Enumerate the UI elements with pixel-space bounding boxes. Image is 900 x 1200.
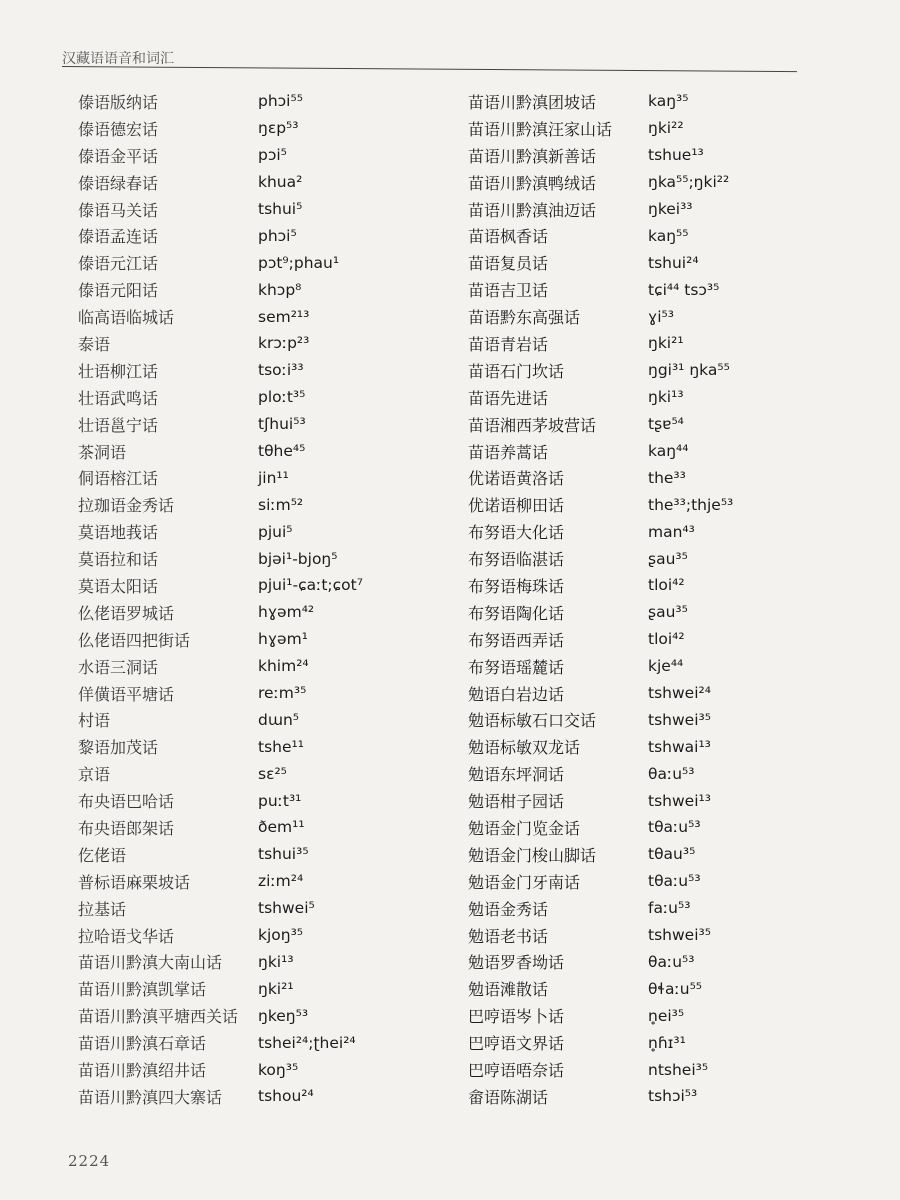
list-item — [468, 1029, 733, 1056]
phonetic-form: tʃhui⁵³ — [258, 415, 306, 434]
list-item — [468, 572, 733, 599]
list-item — [78, 491, 363, 518]
list-item — [468, 411, 733, 438]
list-item — [78, 518, 363, 545]
dialect-name: 村语 — [78, 711, 111, 731]
dialect-name: 布努语大化话 — [468, 523, 565, 543]
list-item — [78, 1029, 363, 1056]
dialect-name: 茶洞语 — [78, 442, 127, 462]
phonetic-form: faːu⁵³ — [648, 899, 691, 918]
dialect-name: 苗语川黔滇四大寨话 — [78, 1087, 223, 1107]
list-item — [468, 1056, 733, 1083]
phonetic-form: tshue¹³ — [648, 146, 704, 165]
dialect-name: 勉语金门牙南话 — [468, 872, 581, 892]
list-item — [78, 922, 363, 949]
list-item — [468, 222, 733, 249]
phonetic-form: tshe¹¹ — [258, 737, 304, 756]
dialect-name: 苗语川黔滇凯掌话 — [78, 980, 207, 1000]
phonetic-form: ʂau³⁵ — [648, 549, 688, 568]
list-item — [468, 895, 733, 922]
dialect-name: 壮语邕宁话 — [78, 415, 159, 435]
dialect-name: 傣语绿春话 — [78, 173, 159, 193]
phonetic-form: puːt³¹ — [258, 791, 302, 810]
list-item — [78, 303, 363, 330]
dialect-name: 勉语标敏双龙话 — [468, 738, 581, 758]
dialect-name: 黎语加茂话 — [78, 738, 159, 758]
dialect-name: 傣语德宏话 — [78, 119, 159, 139]
list-item — [78, 115, 363, 142]
phonetic-form: tɕi⁴⁴ tsɔ³⁵ — [648, 280, 720, 299]
dialect-name: 拉珈语金秀话 — [78, 496, 175, 516]
list-item — [468, 1083, 733, 1110]
phonetic-form: hɣəm¹ — [258, 630, 308, 649]
phonetic-form: tloi⁴² — [648, 630, 685, 649]
dialect-name: 傣语元江话 — [78, 254, 159, 274]
list-item — [468, 733, 733, 760]
phonetic-form: n̥ɦɪ³¹ — [648, 1033, 686, 1052]
list-item — [78, 626, 363, 653]
dialect-name: 优诺语黄洛话 — [468, 469, 565, 489]
dialect-name: 莫语地莪话 — [78, 523, 159, 543]
phonetic-form: ŋki²¹ — [258, 979, 294, 998]
dialect-name: 傣语金平话 — [78, 146, 159, 166]
list-item — [78, 142, 363, 169]
dialect-name: 苗语川黔滇鸭绒话 — [468, 173, 597, 193]
dialect-name: 仫佬语罗城话 — [78, 603, 175, 623]
list-item — [468, 142, 733, 169]
list-item — [468, 276, 733, 303]
phonetic-form: ŋki²¹ — [648, 334, 684, 353]
phonetic-form: tʂɐ⁵⁴ — [648, 415, 684, 434]
phonetic-form: pjui⁵ — [258, 522, 293, 541]
dialect-name: 勉语罗香坳话 — [468, 953, 565, 973]
dialect-name: 京语 — [78, 765, 111, 785]
phonetic-form: sem²¹³ — [258, 307, 310, 326]
phonetic-form: tshwei⁵ — [258, 899, 315, 918]
dialect-name: 勉语老书话 — [468, 926, 549, 946]
list-item — [78, 330, 363, 357]
phonetic-form: θɬaːu⁵⁵ — [648, 979, 703, 998]
phonetic-form: kaŋ⁵⁵ — [648, 226, 689, 245]
dialect-name: 苗语枫香话 — [468, 227, 549, 247]
list-item — [468, 384, 733, 411]
list-item — [468, 760, 733, 787]
list-item — [78, 169, 363, 196]
phonetic-form: the³³;thje⁵³ — [648, 495, 734, 514]
list-item — [78, 1056, 363, 1083]
list-item — [468, 491, 733, 518]
dialect-name: 优诺语柳田话 — [468, 496, 565, 516]
list-item — [468, 841, 733, 868]
phonetic-form: khɔp⁸ — [258, 280, 302, 299]
dialect-name: 傣语版纳话 — [78, 92, 159, 112]
phonetic-form: pɔi⁵ — [258, 146, 287, 165]
phonetic-form: n̥ei³⁵ — [648, 1006, 685, 1025]
list-item — [468, 545, 733, 572]
list-item — [78, 222, 363, 249]
phonetic-form: tsoːi³³ — [258, 361, 304, 380]
dialect-name: 苗语川黔滇团坡话 — [468, 92, 597, 112]
dialect-name: 侗语榕江话 — [78, 469, 159, 489]
phonetic-form: ʂau³⁵ — [648, 603, 688, 622]
phonetic-form: tshwei¹³ — [648, 791, 711, 810]
dialect-name: 苗语养蒿话 — [468, 442, 549, 462]
phonetic-form: khim²⁴ — [258, 657, 309, 676]
phonetic-form: ŋkeŋ⁵³ — [258, 1006, 309, 1025]
list-item — [78, 733, 363, 760]
list-item — [78, 545, 363, 572]
list-item — [468, 438, 733, 465]
list-item — [78, 438, 363, 465]
list-item — [78, 599, 363, 626]
list-item — [468, 814, 733, 841]
phonetic-form: tshwei³⁵ — [648, 710, 711, 729]
phonetic-form: tθaːu⁵³ — [648, 872, 701, 891]
list-item — [468, 922, 733, 949]
phonetic-form: ŋki¹³ — [648, 388, 684, 407]
running-header: 汉藏语语音和词汇 — [62, 51, 174, 67]
dialect-name: 苗语吉卫话 — [468, 281, 549, 301]
phonetic-form: tshwei²⁴ — [648, 684, 711, 703]
dialect-name: 仡佬语 — [78, 845, 127, 865]
left-column — [78, 88, 363, 1110]
phonetic-form: ŋkei³³ — [648, 200, 693, 218]
dialect-name: 畲语陈湖话 — [468, 1087, 549, 1107]
list-item — [468, 330, 733, 357]
phonetic-form: tshwai¹³ — [648, 737, 711, 756]
dialect-name: 拉基话 — [78, 899, 127, 919]
list-item — [78, 975, 363, 1002]
phonetic-form: tshei²⁴;ʈhei²⁴ — [258, 1033, 356, 1052]
dialect-name: 苗语川黔滇平塘西关话 — [78, 1007, 239, 1027]
list-item — [468, 169, 733, 196]
phonetic-form: the³³ — [648, 468, 686, 487]
phonetic-form: ŋka⁵⁵;ŋki²² — [648, 173, 730, 192]
dialect-name: 巴哼语岑卜话 — [468, 1007, 565, 1027]
list-item — [78, 680, 363, 707]
dialect-name: 勉语滩散话 — [468, 980, 549, 1000]
phonetic-form: kaŋ⁴⁴ — [648, 442, 689, 461]
phonetic-form: phɔi⁵ — [258, 226, 297, 245]
dialect-name: 佯僙语平塘话 — [78, 684, 175, 704]
dialect-name: 傣语元阳话 — [78, 281, 159, 301]
phonetic-form: khua² — [258, 173, 303, 192]
list-item — [468, 88, 733, 115]
phonetic-form: ŋki¹³ — [258, 952, 294, 971]
list-item — [468, 599, 733, 626]
list-item — [78, 949, 363, 976]
phonetic-form: kjoŋ³⁵ — [258, 926, 304, 945]
list-item — [468, 1002, 733, 1029]
dialect-name: 布努语梅珠话 — [468, 576, 565, 596]
list-item — [78, 814, 363, 841]
list-item — [78, 787, 363, 814]
dialect-name: 苗语川黔滇大南山话 — [78, 953, 223, 973]
phonetic-form: tshui⁵ — [258, 200, 303, 218]
list-item — [78, 384, 363, 411]
list-item — [78, 357, 363, 384]
phonetic-form: tshou²⁴ — [258, 1087, 314, 1106]
list-item — [78, 88, 363, 115]
phonetic-form: hɣəm⁴² — [258, 603, 315, 622]
dialect-name: 勉语白岩边话 — [468, 684, 565, 704]
dialect-name: 布努语瑶麓话 — [468, 657, 565, 677]
phonetic-form: tshɔi⁵³ — [648, 1087, 698, 1106]
list-item — [468, 518, 733, 545]
list-item — [468, 949, 733, 976]
dialect-name: 莫语太阳话 — [78, 576, 159, 596]
list-item — [468, 975, 733, 1002]
dialect-name: 傣语孟连话 — [78, 227, 159, 247]
dialect-name: 布央语巴哈话 — [78, 792, 175, 812]
list-item — [78, 760, 363, 787]
dialect-name: 苗语川黔滇油迈话 — [468, 200, 597, 220]
list-item — [78, 411, 363, 438]
phonetic-form: ɣi⁵³ — [648, 307, 674, 326]
phonetic-form: ðem¹¹ — [258, 818, 305, 837]
phonetic-form: θaːu⁵³ — [648, 952, 695, 971]
phonetic-form: ŋɛp⁵³ — [258, 119, 299, 138]
dialect-name: 水语三洞话 — [78, 657, 159, 677]
phonetic-form: krɔːp²³ — [258, 334, 310, 353]
dialect-name: 勉语东坪洞话 — [468, 765, 565, 785]
phonetic-form: man⁴³ — [648, 522, 695, 541]
dialect-name: 勉语金秀话 — [468, 899, 549, 919]
list-item — [78, 572, 363, 599]
list-item — [468, 303, 733, 330]
phonetic-form: reːm³⁵ — [258, 684, 307, 703]
list-item — [468, 196, 733, 223]
phonetic-form: sɛ²⁵ — [258, 764, 287, 783]
dialect-name: 勉语柑子园话 — [468, 792, 565, 812]
list-item — [468, 357, 733, 384]
phonetic-form: jin¹¹ — [258, 468, 289, 487]
phonetic-form: ŋki²² — [648, 119, 684, 138]
dialect-name: 巴哼语文界话 — [468, 1034, 565, 1054]
list-item — [468, 868, 733, 895]
phonetic-form: tshui²⁴ — [648, 253, 699, 272]
list-item — [78, 196, 363, 223]
list-item — [468, 115, 733, 142]
phonetic-form: kaŋ³⁵ — [648, 92, 689, 111]
dialect-name: 勉语标敏石口交话 — [468, 711, 597, 731]
phonetic-form: tloi⁴² — [648, 576, 685, 595]
dialect-name: 苗语川黔滇新善话 — [468, 146, 597, 166]
dialect-name: 勉语金门览金话 — [468, 818, 581, 838]
list-item — [78, 1083, 363, 1110]
phonetic-form: pɔt⁹;phau¹ — [258, 253, 340, 272]
dialect-name: 苗语湘西茅坡营话 — [468, 415, 597, 435]
list-item — [468, 249, 733, 276]
right-column — [468, 88, 733, 1110]
phonetic-form: tshui³⁵ — [258, 845, 309, 864]
phonetic-form: kje⁴⁴ — [648, 657, 684, 676]
dialect-name: 布努语西弄话 — [468, 630, 565, 650]
list-item — [78, 841, 363, 868]
dialect-name: 苗语先进话 — [468, 388, 549, 408]
dialect-name: 布央语郎架话 — [78, 818, 175, 838]
phonetic-form: pjui¹-ɕaːt;ɕot⁷ — [258, 576, 363, 595]
phonetic-form: ŋgi³¹ ŋka⁵⁵ — [648, 361, 730, 380]
dialect-name: 壮语武鸣话 — [78, 388, 159, 408]
phonetic-form: phɔi⁵⁵ — [258, 92, 303, 111]
list-item — [78, 276, 363, 303]
dialect-name: 苗语石门坎话 — [468, 361, 565, 381]
list-item — [78, 464, 363, 491]
phonetic-form: ziːm²⁴ — [258, 872, 304, 891]
list-item — [78, 868, 363, 895]
dialect-name: 拉哈语戈华话 — [78, 926, 175, 946]
dialect-name: 普标语麻栗坡话 — [78, 872, 191, 892]
page-number: 2224 — [68, 1152, 111, 1170]
dialect-name: 苗语复员话 — [468, 254, 549, 274]
list-item — [468, 626, 733, 653]
phonetic-form: θaːu⁵³ — [648, 764, 695, 783]
header-rule — [62, 66, 797, 72]
phonetic-form: ntshei³⁵ — [648, 1060, 709, 1079]
dialect-name: 苗语川黔滇汪家山话 — [468, 119, 613, 139]
dialect-name: 壮语柳江话 — [78, 361, 159, 381]
dialect-name: 布努语陶化话 — [468, 603, 565, 623]
phonetic-form: bjəi¹-bjoŋ⁵ — [258, 549, 338, 568]
phonetic-form: ploːt³⁵ — [258, 388, 306, 407]
phonetic-form: tshwei³⁵ — [648, 926, 711, 945]
list-item — [78, 249, 363, 276]
list-item — [468, 680, 733, 707]
phonetic-form: tθau³⁵ — [648, 845, 696, 864]
dialect-name: 仫佬语四把街话 — [78, 630, 191, 650]
dialect-name: 傣语马关话 — [78, 200, 159, 220]
dialect-name: 临高语临城话 — [78, 308, 175, 328]
dialect-name: 苗语青岩话 — [468, 334, 549, 354]
phonetic-form: tθaːu⁵³ — [648, 818, 701, 837]
phonetic-form: dɯn⁵ — [258, 710, 299, 729]
dialect-name: 苗语川黔滇绍井话 — [78, 1061, 207, 1080]
list-item — [78, 653, 363, 680]
dialect-name: 莫语拉和话 — [78, 550, 159, 570]
dialect-name: 泰语 — [78, 334, 111, 354]
list-item — [78, 1002, 363, 1029]
dialect-name: 巴哼语唔奈话 — [468, 1061, 565, 1080]
dialect-name: 苗语黔东高强话 — [468, 308, 581, 328]
dialect-name: 布努语临湛话 — [468, 550, 565, 570]
phonetic-form: koŋ³⁵ — [258, 1060, 299, 1079]
dialect-name: 勉语金门梭山脚话 — [468, 845, 597, 865]
list-item — [468, 653, 733, 680]
list-item — [468, 706, 733, 733]
list-item — [468, 787, 733, 814]
phonetic-form: tθhe⁴⁵ — [258, 442, 306, 461]
list-item — [78, 895, 363, 922]
list-item — [468, 464, 733, 491]
dialect-name: 苗语川黔滇石章话 — [78, 1034, 207, 1054]
phonetic-form: siːm⁵² — [258, 495, 304, 514]
list-item — [78, 706, 363, 733]
